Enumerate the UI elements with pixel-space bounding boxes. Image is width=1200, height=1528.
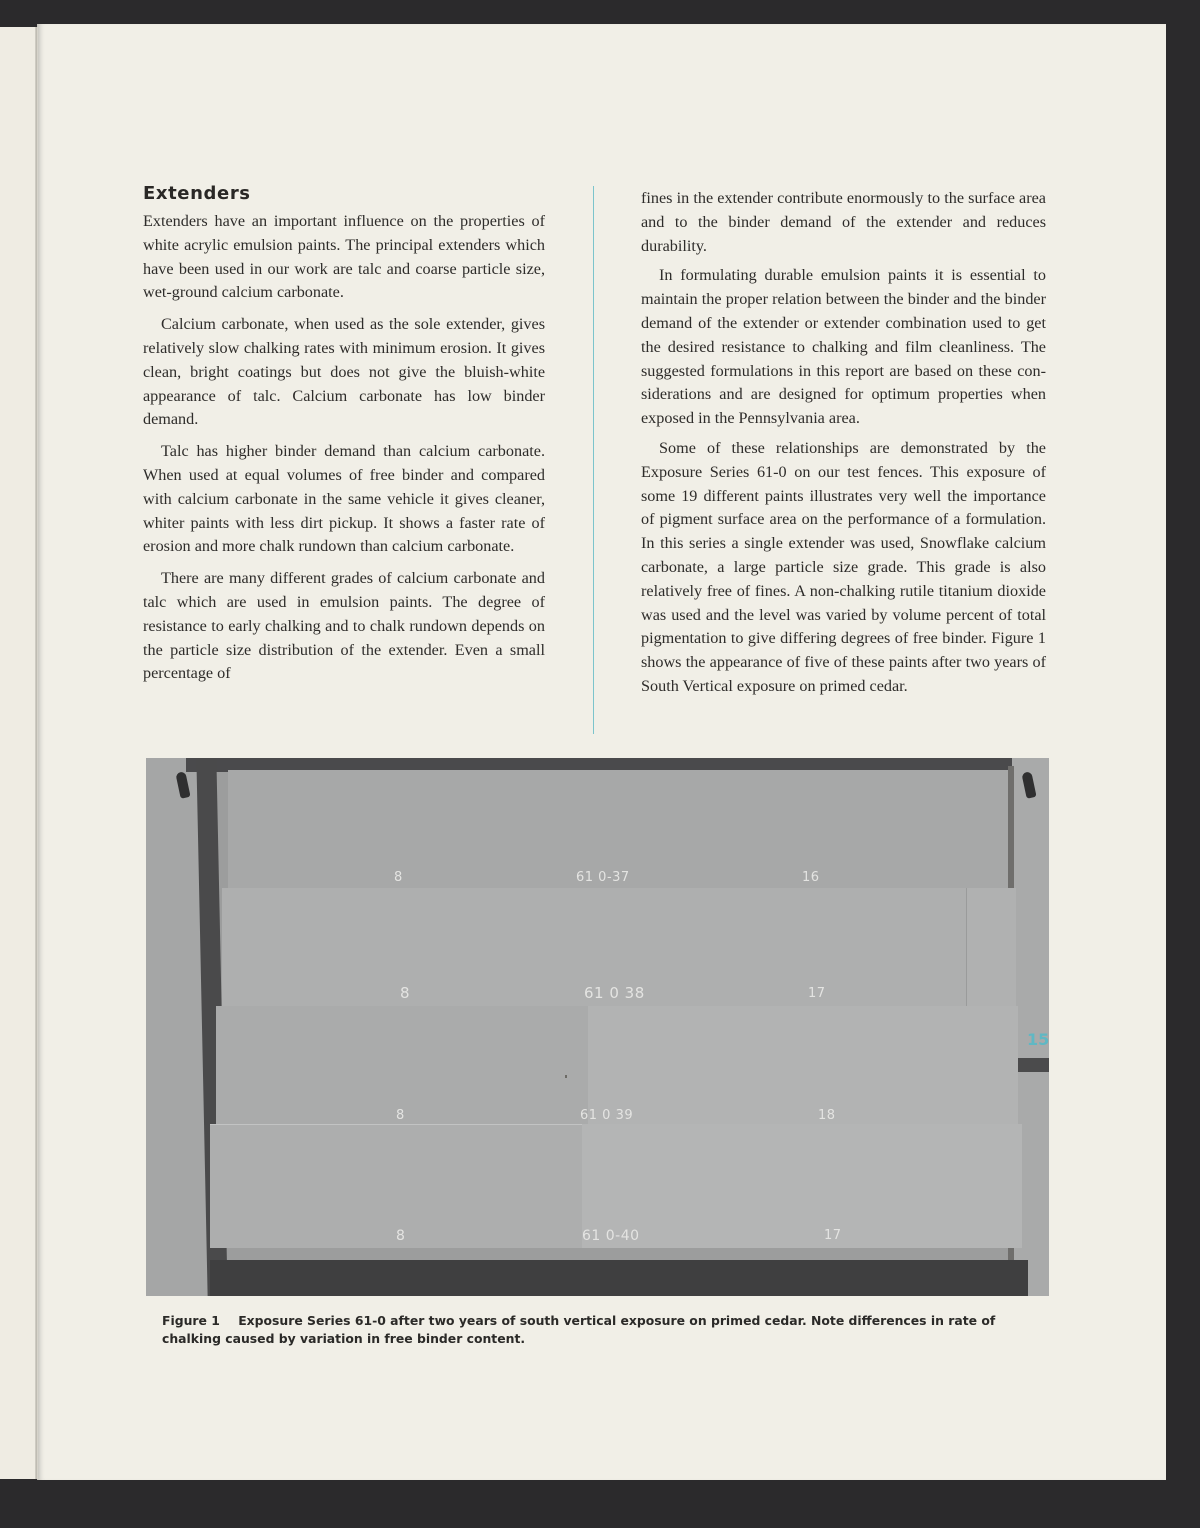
- board-label-right: 16: [802, 870, 820, 885]
- paragraph: Calcium carbonate, when used as the sole extender, gives relatively slow chalking rates with minimum erosion. It gives clean, bright coatings but does not give the bluish-white appearance of talc. Calcium carbonate has low binder demand.: [143, 315, 545, 429]
- board-end-piece: [966, 888, 1016, 1006]
- section-heading: Extenders: [143, 183, 251, 204]
- board-label-left: 8: [400, 984, 411, 1002]
- test-board: [228, 770, 1008, 888]
- paragraph: In formulating durable emulsion paints it is essential to maintain the proper relation between the binder and the binder demand of the extender or extender combination used to get the desired resistance to chalking and film cleanliness. The suggested formulations in this report are based on these considerations and are designed for optimum properties when exposed in the Pennsylvania area.: [641, 266, 1046, 428]
- paragraph: There are many different grades of calcium carbonate and talc which are used in emulsion paints. The degree of resistance to early chalking and to chalk rundown depends on the particle size distribution of the extender. Even a small percentage of: [143, 569, 545, 683]
- board-label-center: 61 0-37: [576, 870, 630, 885]
- board-label-left: 8: [394, 870, 403, 885]
- paper-speck: [565, 1075, 567, 1078]
- paragraph: Some of these relationships are demonstrated by the Exposure Series 61-0 on our test fences. This exposure of some 19 different paints illustrates very well the importance of pigment surface area on the performance of a formulation. In this series a single extender was used, Snowflake calcium carbonate, a large particle size grade. This grade is also relatively free of fines. A non-chalking rutile titanium dioxide was used and the level was varied by volume percent of total pigmentation to give differing degrees of free binder. Figure 1 shows the appearance of five of these paints after two years of South Vertical exposure on primed cedar.: [641, 438, 1046, 695]
- board-label-right: 18: [818, 1108, 836, 1123]
- board-label-left: 8: [396, 1108, 405, 1123]
- board-lighter-half: [588, 1006, 1018, 1124]
- figure-1-photo: [146, 758, 1049, 1296]
- paragraph: Extenders have an important influence on the properties of white acrylic emulsion paints. The principal extenders which have been used in our work are talc and coarse particle size, wet-ground calcium carbonate.: [143, 212, 545, 302]
- board-label-right: 17: [808, 986, 826, 1001]
- test-board: [216, 1006, 1018, 1124]
- test-board: [210, 1124, 1022, 1248]
- right-text-column: [641, 187, 1046, 705]
- fence-strip: [1015, 1058, 1049, 1072]
- figure-caption-text: Exposure Series 61-0 after two years of south vertical exposure on primed cedar. Note differences in rate of chalking caused by variation in free binder content.: [162, 1313, 996, 1346]
- board-label-center: 61 0 38: [584, 984, 645, 1002]
- test-board: [222, 888, 1016, 1006]
- page-number: 15: [1027, 1030, 1050, 1049]
- figure-caption: [162, 1312, 1038, 1348]
- board-label-center: 61 0-40: [582, 1228, 640, 1244]
- fence-frame-bottom: [210, 1260, 1028, 1296]
- figure-label: Figure 1: [162, 1313, 220, 1328]
- binding-spine: [35, 27, 38, 1479]
- board-label-right: 17: [824, 1228, 842, 1243]
- previous-page-edge: [0, 27, 40, 1479]
- column-divider: [593, 186, 594, 734]
- board-lighter-half: [582, 1124, 1022, 1248]
- board-label-center: 61 0 39: [580, 1108, 634, 1123]
- board-label-left: 8: [396, 1228, 406, 1244]
- paragraph: fines in the extender contribute enormously to the surface area and to the binder demand of the extender and reduces durability.: [641, 189, 1046, 255]
- left-text-column: [143, 210, 545, 694]
- paragraph: Talc has higher binder demand than calcium carbonate. When used at equal volumes of free binder and compared with calcium carbonate in the same vehicle it gives cleaner, whiter paints with less dirt pickup. It shows a faster rate of erosion and more chalk rundown than calcium carbonate.: [143, 442, 545, 556]
